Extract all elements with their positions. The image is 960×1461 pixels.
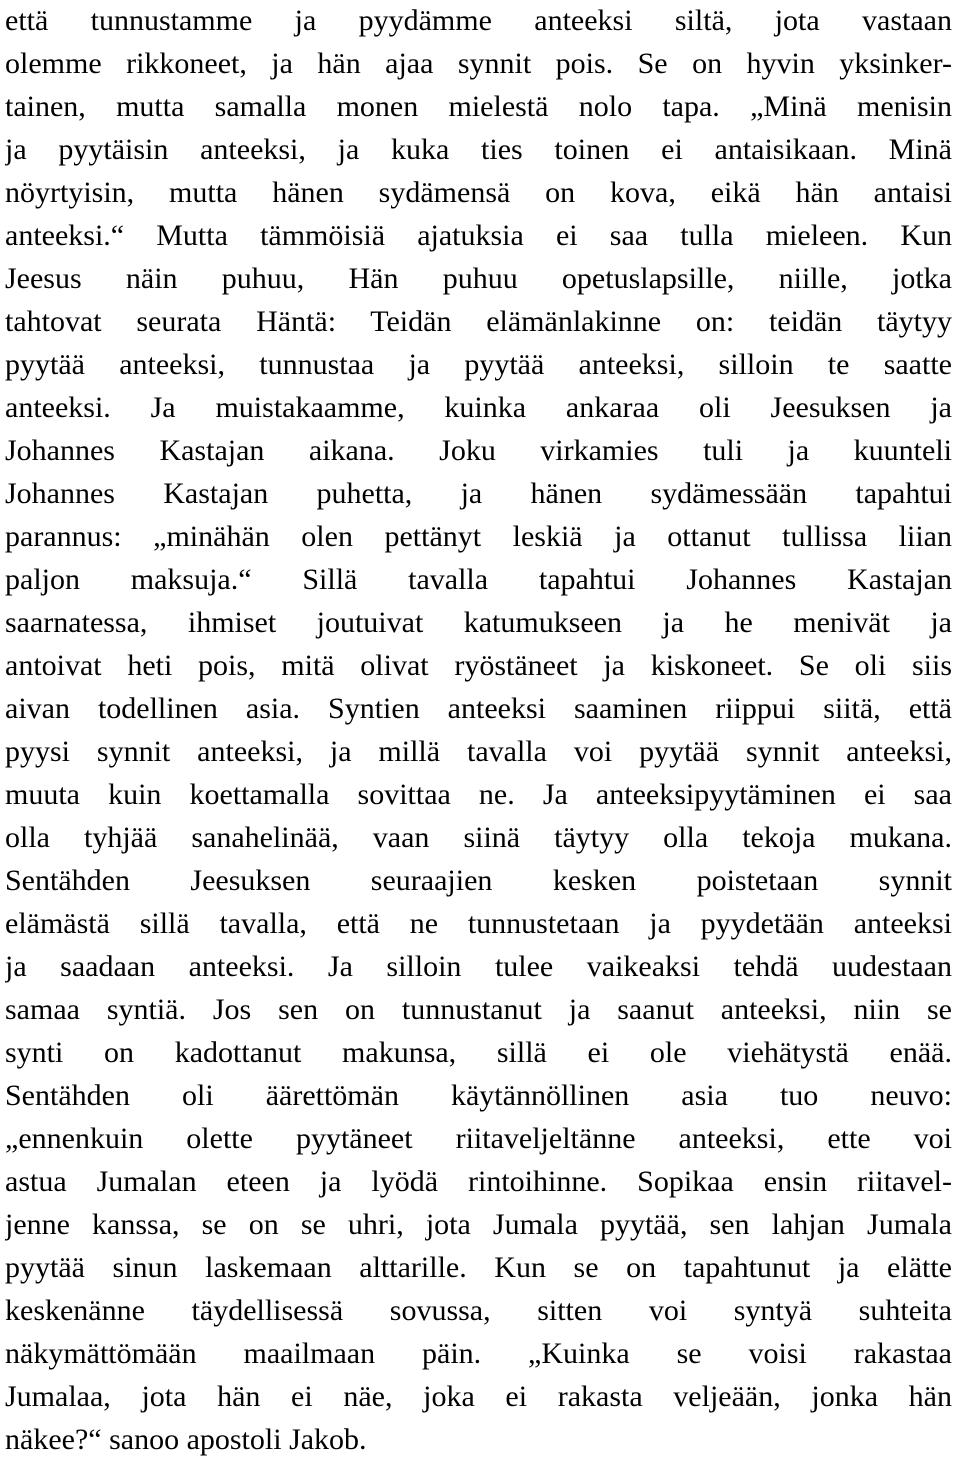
text-line-13: parannus: „minähän olen pettänyt leskiä ja ottanut tullissa liian <box>5 520 952 553</box>
text-line-24: samaa syntiä. Jos sen on tunnustanut ja saanut anteeksi, niin se <box>5 993 952 1026</box>
text-line-12: Johannes Kastajan puhetta, ja hänen sydämessään tapahtui <box>5 477 952 510</box>
text-line-22: elämästä sillä tavalla, että ne tunnustetaan ja pyydetään anteeksi <box>5 907 952 940</box>
text-line-29: jenne kanssa, se on se uhri, jota Jumala pyytää, sen lahjan Jumala <box>5 1208 952 1241</box>
text-line-32: näkymättömään maailmaan päin. „Kuinka se voisi rakastaa <box>5 1337 952 1370</box>
text-line-28: astua Jumalan eteen ja lyödä rintoihinne. Sopikaa ensin riitavel- <box>5 1165 952 1198</box>
text-line-31: keskenänne täydellisessä sovussa, sitten voi syntyä suhteita <box>5 1294 952 1327</box>
text-line-21: Sentähden Jeesuksen seuraajien kesken poistetaan synnit <box>5 864 952 897</box>
text-line-4: ja pyytäisin anteeksi, ja kuka ties toinen ei antaisikaan. Minä <box>5 133 952 166</box>
text-line-34: näkee?“ sanoo apostoli Jakob. <box>5 1423 367 1456</box>
text-line-7: Jeesus näin puhuu, Hän puhuu opetuslapsille, niille, jotka <box>5 262 952 295</box>
text-line-23: ja saadaan anteeksi. Ja silloin tulee vaikeaksi tehdä uudestaan <box>5 950 952 983</box>
text-line-11: Johannes Kastajan aikana. Joku virkamies tuli ja kuunteli <box>5 434 952 467</box>
text-line-10: anteeksi. Ja muistakaamme, kuinka ankaraa oli Jeesuksen ja <box>5 391 952 424</box>
text-line-14: paljon maksuja.“ Sillä tavalla tapahtui Johannes Kastajan <box>5 563 952 596</box>
text-line-26: Sentähden oli äärettömän käytännöllinen asia tuo neuvo: <box>5 1079 952 1112</box>
text-line-19: muuta kuin koettamalla sovittaa ne. Ja anteeksipyytäminen ei saa <box>5 778 952 811</box>
text-line-3: tainen, mutta samalla monen mielestä nolo tapa. „Minä menisin <box>5 90 952 123</box>
text-line-1: että tunnustamme ja pyydämme anteeksi siltä, jota vastaan <box>5 4 952 37</box>
text-line-25: synti on kadottanut makunsa, sillä ei ole viehätystä enää. <box>5 1036 952 1069</box>
text-line-17: aivan todellinen asia. Syntien anteeksi saaminen riippui siitä, että <box>5 692 952 725</box>
text-line-33: Jumalaa, jota hän ei näe, joka ei rakasta veljeään, jonka hän <box>5 1380 952 1413</box>
text-line-27: „ennenkuin olette pyytäneet riitaveljeltänne anteeksi, ette voi <box>5 1122 952 1155</box>
text-line-9: pyytää anteeksi, tunnustaa ja pyytää anteeksi, silloin te saatte <box>5 348 952 381</box>
text-line-16: antoivat heti pois, mitä olivat ryöstäneet ja kiskoneet. Se oli siis <box>5 649 952 682</box>
text-line-20: olla tyhjää sanahelinää, vaan siinä täytyy olla tekoja mukana. <box>5 821 952 854</box>
text-line-8: tahtovat seurata Häntä: Teidän elämänlakinne on: teidän täytyy <box>5 305 952 338</box>
text-line-2: olemme rikkoneet, ja hän ajaa synnit pois. Se on hyvin yksinker- <box>5 47 952 80</box>
text-line-6: anteeksi.“ Mutta tämmöisiä ajatuksia ei saa tulla mieleen. Kun <box>5 219 952 252</box>
text-line-18: pyysi synnit anteeksi, ja millä tavalla voi pyytää synnit anteeksi, <box>5 735 952 768</box>
text-line-30: pyytää sinun laskemaan alttarille. Kun se on tapahtunut ja elätte <box>5 1251 952 1284</box>
text-line-5: nöyrtyisin, mutta hänen sydämensä on kova, eikä hän antaisi <box>5 176 952 209</box>
text-line-15: saarnatessa, ihmiset joutuivat katumukseen ja he menivät ja <box>5 606 952 639</box>
